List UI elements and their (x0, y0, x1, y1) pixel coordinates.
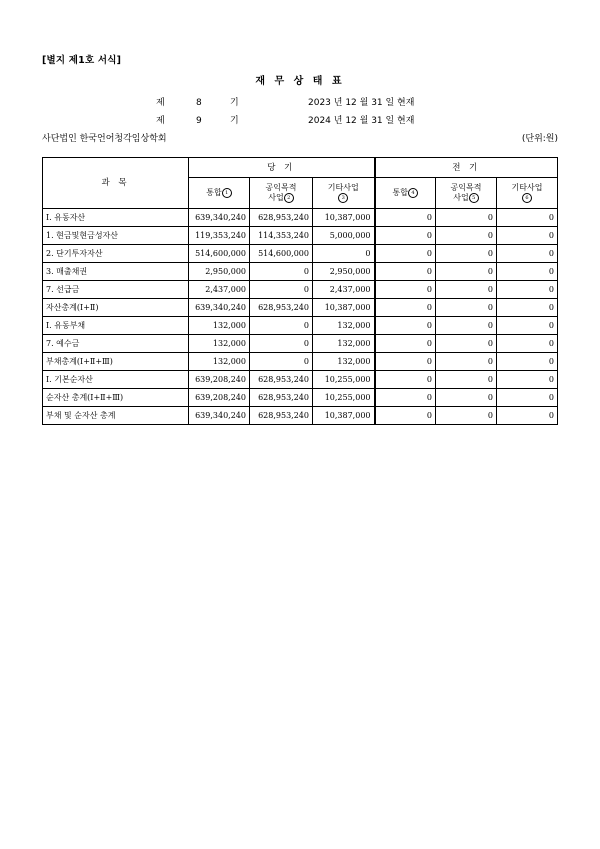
amount-cell: 514,600,000 (250, 245, 313, 263)
amount-cell: 0 (436, 299, 497, 317)
amount-cell: 132,000 (313, 317, 375, 335)
document-title: 재 무 상 태 표 (255, 76, 345, 87)
period-date: 2024 년 12 월 31 일 현재 (308, 116, 415, 126)
amount-cell: 2,950,000 (189, 263, 250, 281)
row-subject: 순자산 총계(Ⅰ+Ⅱ+Ⅲ) (43, 389, 189, 407)
amount-cell: 10,387,000 (313, 209, 375, 227)
circled-number-icon: 5 (469, 193, 479, 203)
amount-cell: 0 (497, 353, 558, 371)
circled-number-icon: 1 (222, 188, 232, 198)
period-number: 9 (196, 116, 202, 126)
circled-number-icon: 6 (522, 193, 532, 203)
row-subject: Ⅰ. 유동부채 (43, 317, 189, 335)
current-period-header: 당 기 (189, 158, 375, 178)
amount-cell: 0 (497, 299, 558, 317)
col-header-label: 통합 (206, 188, 222, 197)
amount-cell: 0 (250, 335, 313, 353)
row-subject: 1. 현금및현금성자산 (43, 227, 189, 245)
amount-cell: 0 (436, 317, 497, 335)
amount-cell: 10,255,000 (313, 371, 375, 389)
form-label: [별지 제1호 서식] (42, 55, 122, 66)
table-row (43, 263, 558, 281)
amount-cell: 0 (497, 371, 558, 389)
amount-cell: 0 (436, 209, 497, 227)
period-date: 2023 년 12 월 31 일 현재 (308, 98, 415, 108)
row-subject: 부채총계(Ⅰ+Ⅱ+Ⅲ) (43, 353, 189, 371)
amount-cell: 628,953,240 (250, 371, 313, 389)
table-row (43, 209, 558, 227)
amount-cell: 0 (497, 407, 558, 425)
row-subject: 2. 단기투자자산 (43, 245, 189, 263)
amount-cell: 628,953,240 (250, 389, 313, 407)
table-row (43, 371, 558, 389)
amount-cell: 0 (250, 317, 313, 335)
amount-cell: 2,437,000 (189, 281, 250, 299)
amount-cell: 132,000 (189, 353, 250, 371)
circled-number-icon: 2 (284, 193, 294, 203)
amount-cell: 0 (436, 407, 497, 425)
amount-cell: 0 (436, 263, 497, 281)
period-prefix: 제 (156, 116, 165, 126)
amount-cell: 0 (436, 389, 497, 407)
amount-cell: 114,353,240 (250, 227, 313, 245)
period-suffix: 기 (230, 98, 239, 108)
amount-cell: 0 (375, 317, 436, 335)
amount-cell: 0 (375, 335, 436, 353)
amount-cell: 0 (497, 281, 558, 299)
amount-cell: 0 (436, 281, 497, 299)
amount-cell: 0 (497, 209, 558, 227)
amount-cell: 0 (375, 281, 436, 299)
amount-cell: 628,953,240 (250, 209, 313, 227)
row-subject: 7. 예수금 (43, 335, 189, 353)
table-row (43, 299, 558, 317)
circled-number-icon: 3 (338, 193, 348, 203)
row-subject: 3. 매출채권 (43, 263, 189, 281)
amount-cell: 10,387,000 (313, 299, 375, 317)
amount-cell: 0 (375, 389, 436, 407)
amount-cell: 0 (375, 209, 436, 227)
amount-cell: 132,000 (189, 335, 250, 353)
table-row (43, 281, 558, 299)
amount-cell: 0 (436, 335, 497, 353)
period-prefix: 제 (156, 98, 165, 108)
col-header-total (189, 178, 250, 209)
amount-cell: 0 (436, 371, 497, 389)
previous-period-header: 전 기 (375, 158, 558, 178)
table-row (43, 335, 558, 353)
balance-sheet-table (42, 157, 558, 425)
period-number: 8 (196, 98, 202, 108)
amount-cell: 0 (250, 281, 313, 299)
amount-cell: 0 (375, 263, 436, 281)
subject-header: 과 목 (43, 158, 189, 209)
amount-cell: 0 (436, 245, 497, 263)
amount-cell: 119,353,240 (189, 227, 250, 245)
amount-cell: 0 (375, 299, 436, 317)
circled-number-icon: 4 (408, 188, 418, 198)
amount-cell: 5,000,000 (313, 227, 375, 245)
amount-cell: 132,000 (313, 353, 375, 371)
amount-cell: 0 (497, 335, 558, 353)
amount-cell: 0 (375, 353, 436, 371)
table-row (43, 389, 558, 407)
col-header-other-prev (497, 178, 558, 209)
amount-cell: 639,208,240 (189, 371, 250, 389)
amount-cell: 2,437,000 (313, 281, 375, 299)
col-header-total-prev (375, 178, 436, 209)
amount-cell: 0 (497, 245, 558, 263)
amount-cell: 0 (436, 227, 497, 245)
amount-cell: 0 (375, 371, 436, 389)
col-header-label: 사업 (453, 193, 469, 202)
table-row (43, 317, 558, 335)
organization-name: 사단법인 한국언어청각임상학회 (42, 134, 167, 144)
col-header-label: 기타사업 (327, 183, 359, 192)
amount-cell: 0 (375, 407, 436, 425)
col-header-label: 기타사업 (511, 183, 543, 192)
amount-cell: 0 (497, 263, 558, 281)
period-suffix: 기 (230, 116, 239, 126)
unit-label: (단위:원) (521, 134, 558, 144)
table-row (43, 227, 558, 245)
row-subject: 자산총계(Ⅰ+Ⅱ) (43, 299, 189, 317)
amount-cell: 10,255,000 (313, 389, 375, 407)
amount-cell: 132,000 (189, 317, 250, 335)
table-row (43, 245, 558, 263)
amount-cell: 639,208,240 (189, 389, 250, 407)
row-subject: 7. 선급금 (43, 281, 189, 299)
amount-cell: 0 (250, 263, 313, 281)
amount-cell: 2,950,000 (313, 263, 375, 281)
amount-cell: 0 (497, 227, 558, 245)
row-subject: Ⅰ. 유동자산 (43, 209, 189, 227)
amount-cell: 132,000 (313, 335, 375, 353)
col-header-label: 통합 (392, 188, 408, 197)
amount-cell: 0 (313, 245, 375, 263)
col-header-public-prev (436, 178, 497, 209)
row-subject: 부채 및 순자산 총계 (43, 407, 189, 425)
col-header-label: 공익목적 (450, 183, 482, 192)
amount-cell: 0 (497, 317, 558, 335)
amount-cell: 628,953,240 (250, 299, 313, 317)
col-header-other (313, 178, 375, 209)
amount-cell: 514,600,000 (189, 245, 250, 263)
amount-cell: 639,340,240 (189, 209, 250, 227)
amount-cell: 0 (497, 389, 558, 407)
table-row (43, 353, 558, 371)
amount-cell: 0 (375, 227, 436, 245)
table-row (43, 407, 558, 425)
amount-cell: 0 (250, 353, 313, 371)
amount-cell: 639,340,240 (189, 299, 250, 317)
amount-cell: 0 (375, 245, 436, 263)
amount-cell: 10,387,000 (313, 407, 375, 425)
col-header-label: 공익목적 (265, 183, 297, 192)
amount-cell: 639,340,240 (189, 407, 250, 425)
row-subject: Ⅰ. 기본순자산 (43, 371, 189, 389)
amount-cell: 628,953,240 (250, 407, 313, 425)
col-header-label: 사업 (268, 193, 284, 202)
amount-cell: 0 (436, 353, 497, 371)
col-header-public (250, 178, 313, 209)
